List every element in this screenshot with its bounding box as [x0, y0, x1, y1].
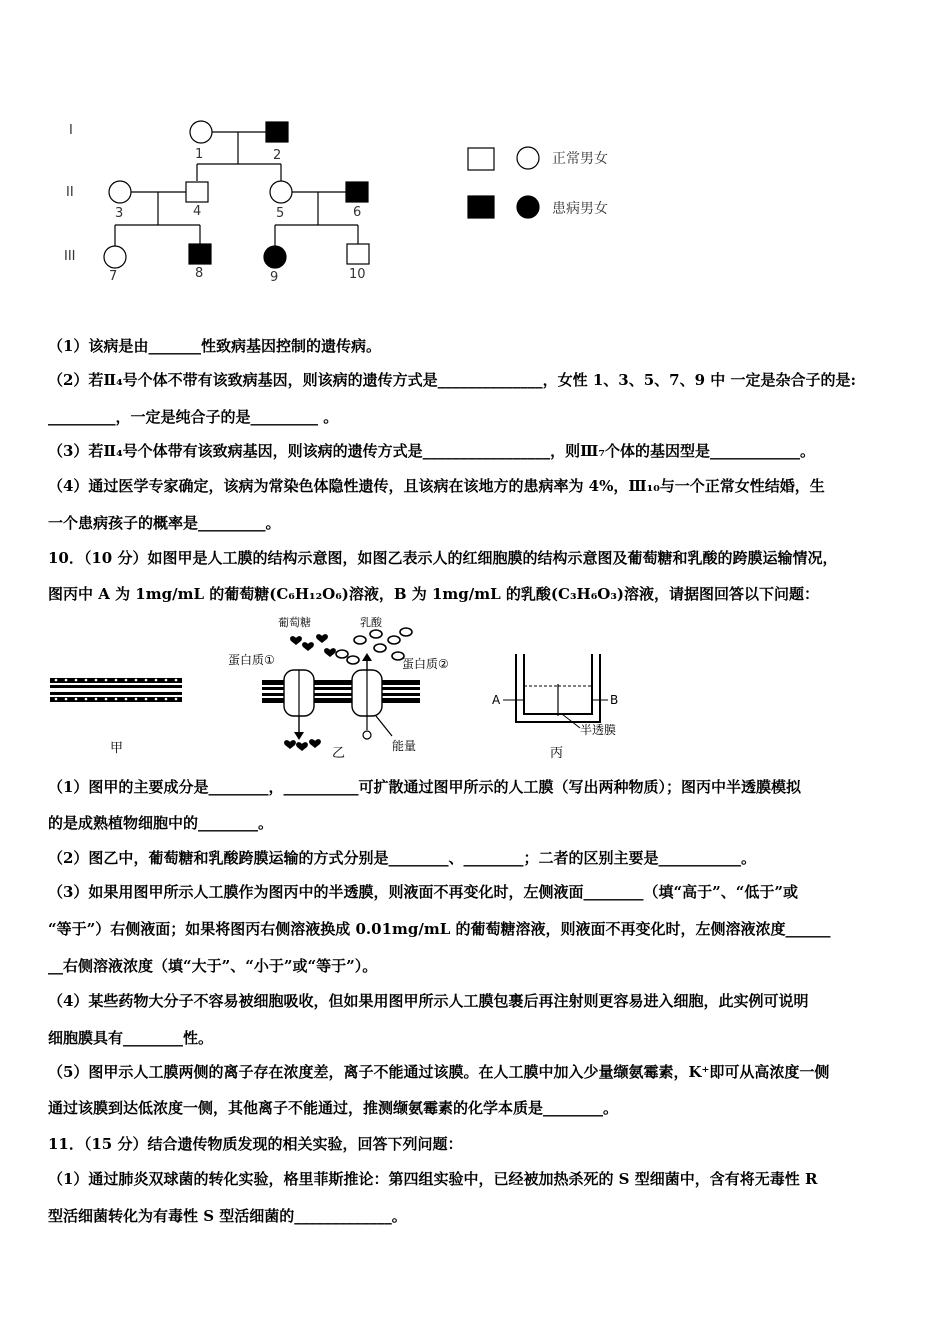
q10-line-10: 细胞膜具有________性。	[48, 1029, 214, 1047]
individual-1	[190, 121, 212, 143]
legend-normal-label: 正常男女	[552, 151, 608, 167]
label-lactic: 乳酸	[360, 616, 382, 629]
label-semipermeable: 半透膜	[580, 723, 617, 737]
q11-line-1: 11．（15 分）结合遗传物质发现的相关实验，回答下列问题：	[48, 1135, 463, 1153]
legend-normal-male	[468, 148, 494, 170]
u-tube-diagram	[503, 654, 608, 728]
label-jia: 甲	[110, 741, 124, 756]
q10-line-7: “等于”）右侧液面；如果将图丙右侧溶液换成 0.01mg/mL 的葡萄糖溶液，则液面不再变化时，左侧溶液浓度______	[48, 920, 831, 938]
q9-line-3: _________，一定是纯合子的是_________ 。	[48, 408, 339, 426]
legend-affected-male	[468, 196, 494, 218]
q9-line-1: （1）该病是由_______性致病基因控制的遗传病。	[48, 337, 381, 355]
q10-line-3: （1）图甲的主要成分是________，__________可扩散通过图甲所示的人工膜（写出两种物质）；图丙中半透膜模拟	[48, 778, 801, 796]
q9-line-6: 一个患病孩子的概率是_________。	[48, 514, 281, 532]
label-A: A	[492, 693, 501, 707]
label-bing: 丙	[550, 746, 564, 761]
individual-8	[189, 244, 211, 264]
number-7: 7	[109, 269, 118, 284]
pedigree-chart	[55, 110, 395, 295]
number-3: 3	[115, 206, 124, 221]
label-protein-1: 蛋白质①	[228, 653, 275, 667]
rbc-membrane-diagram	[228, 615, 449, 753]
number-4: 4	[193, 204, 202, 219]
membrane-figure	[40, 612, 680, 764]
q9-line-5: （4）通过医学专家确定，该病为常染色体隐性遗传，且该病在该地方的患病率为 4%，Ⅲ₁₀与一个正常女性结婚，生	[48, 477, 825, 495]
label-yi: 乙	[332, 746, 346, 761]
number-9: 9	[270, 270, 279, 285]
q10-line-4: 的是成熟植物细胞中的________。	[48, 814, 274, 832]
label-glucose: 葡萄糖	[278, 616, 311, 629]
q10-line-9: （4）某些药物大分子不容易被细胞吸收，但如果用图甲所示人工膜包裹后再注射则更容易进入细胞，此实例可说明	[48, 992, 809, 1010]
gen-label-I: I	[69, 123, 73, 138]
q9-line-2: （2）若Ⅱ₄号个体不带有该致病基因，则该病的遗传方式是______________，女性 1、3、5、7、9 中 一定是杂合子的是:	[48, 371, 857, 389]
number-2: 2	[273, 148, 282, 163]
label-protein-2: 蛋白质②	[402, 657, 449, 671]
gen-label-III: III	[64, 249, 76, 264]
pedigree-legend	[462, 140, 662, 225]
q10-line-12: 通过该膜到达低浓度一侧，其他离子不能通过，推测缬氨霉素的化学本质是________。	[48, 1099, 619, 1117]
individual-6	[346, 182, 368, 202]
legend-affected-female	[517, 196, 539, 218]
q10-line-2: 图丙中 A 为 1mg/mL 的葡萄糖(C₆H₁₂O₆)溶液，B 为 1mg/mL 的乳酸(C₃H₆O₃)溶液，请据图回答以下问题：	[48, 585, 819, 603]
number-5: 5	[276, 206, 285, 221]
individual-4	[186, 182, 208, 202]
number-6: 6	[353, 205, 362, 220]
artificial-membrane-diagram	[50, 678, 182, 702]
label-B: B	[610, 693, 619, 707]
individual-2	[266, 122, 288, 142]
q10-line-6: （3）如果用图甲所示人工膜作为图丙中的半透膜，则液面不再变化时，左侧液面________（填“高于”、“低于”或	[48, 883, 798, 901]
q11-line-3: 型活细菌转化为有毒性 S 型活细菌的_____________。	[48, 1207, 407, 1225]
q10-line-5: （2）图乙中，葡萄糖和乳酸跨膜运输的方式分别是________、________；二者的区别主要是___________。	[48, 849, 756, 867]
q11-line-2: （1）通过肺炎双球菌的转化实验，格里菲斯推论：第四组实验中，已经被加热杀死的 S 型细菌中，含有将无毒性 R	[48, 1170, 818, 1188]
number-8: 8	[195, 266, 204, 281]
individual-5	[270, 181, 292, 203]
q10-line-11: （5）图甲示人工膜两侧的离子存在浓度差，离子不能通过该膜。在人工膜中加入少量缬氨霉素，K⁺即可从高浓度一侧	[48, 1063, 830, 1081]
gen-label-II: II	[66, 185, 74, 200]
number-1: 1	[195, 147, 204, 162]
individual-3	[109, 181, 131, 203]
number-10: 10	[349, 267, 366, 282]
individual-9	[264, 246, 286, 268]
q10-line-8: __右侧溶液浓度（填“大于”、“小于”或“等于”）。	[48, 957, 378, 975]
q9-line-4: （3）若Ⅱ₄号个体带有该致病基因，则该病的遗传方式是_________________，则Ⅲ₇个体的基因型是____________。	[48, 442, 815, 460]
legend-affected-label: 患病男女	[552, 201, 608, 217]
label-energy: 能量	[392, 739, 417, 753]
q10-line-1: 10．（10 分）如图甲是人工膜的结构示意图，如图乙表示人的红细胞膜的结构示意图及葡萄糖和乳酸的跨膜运输情况，	[48, 549, 838, 567]
individual-7	[104, 246, 126, 268]
legend-normal-female	[517, 147, 539, 169]
individual-10	[347, 244, 369, 264]
